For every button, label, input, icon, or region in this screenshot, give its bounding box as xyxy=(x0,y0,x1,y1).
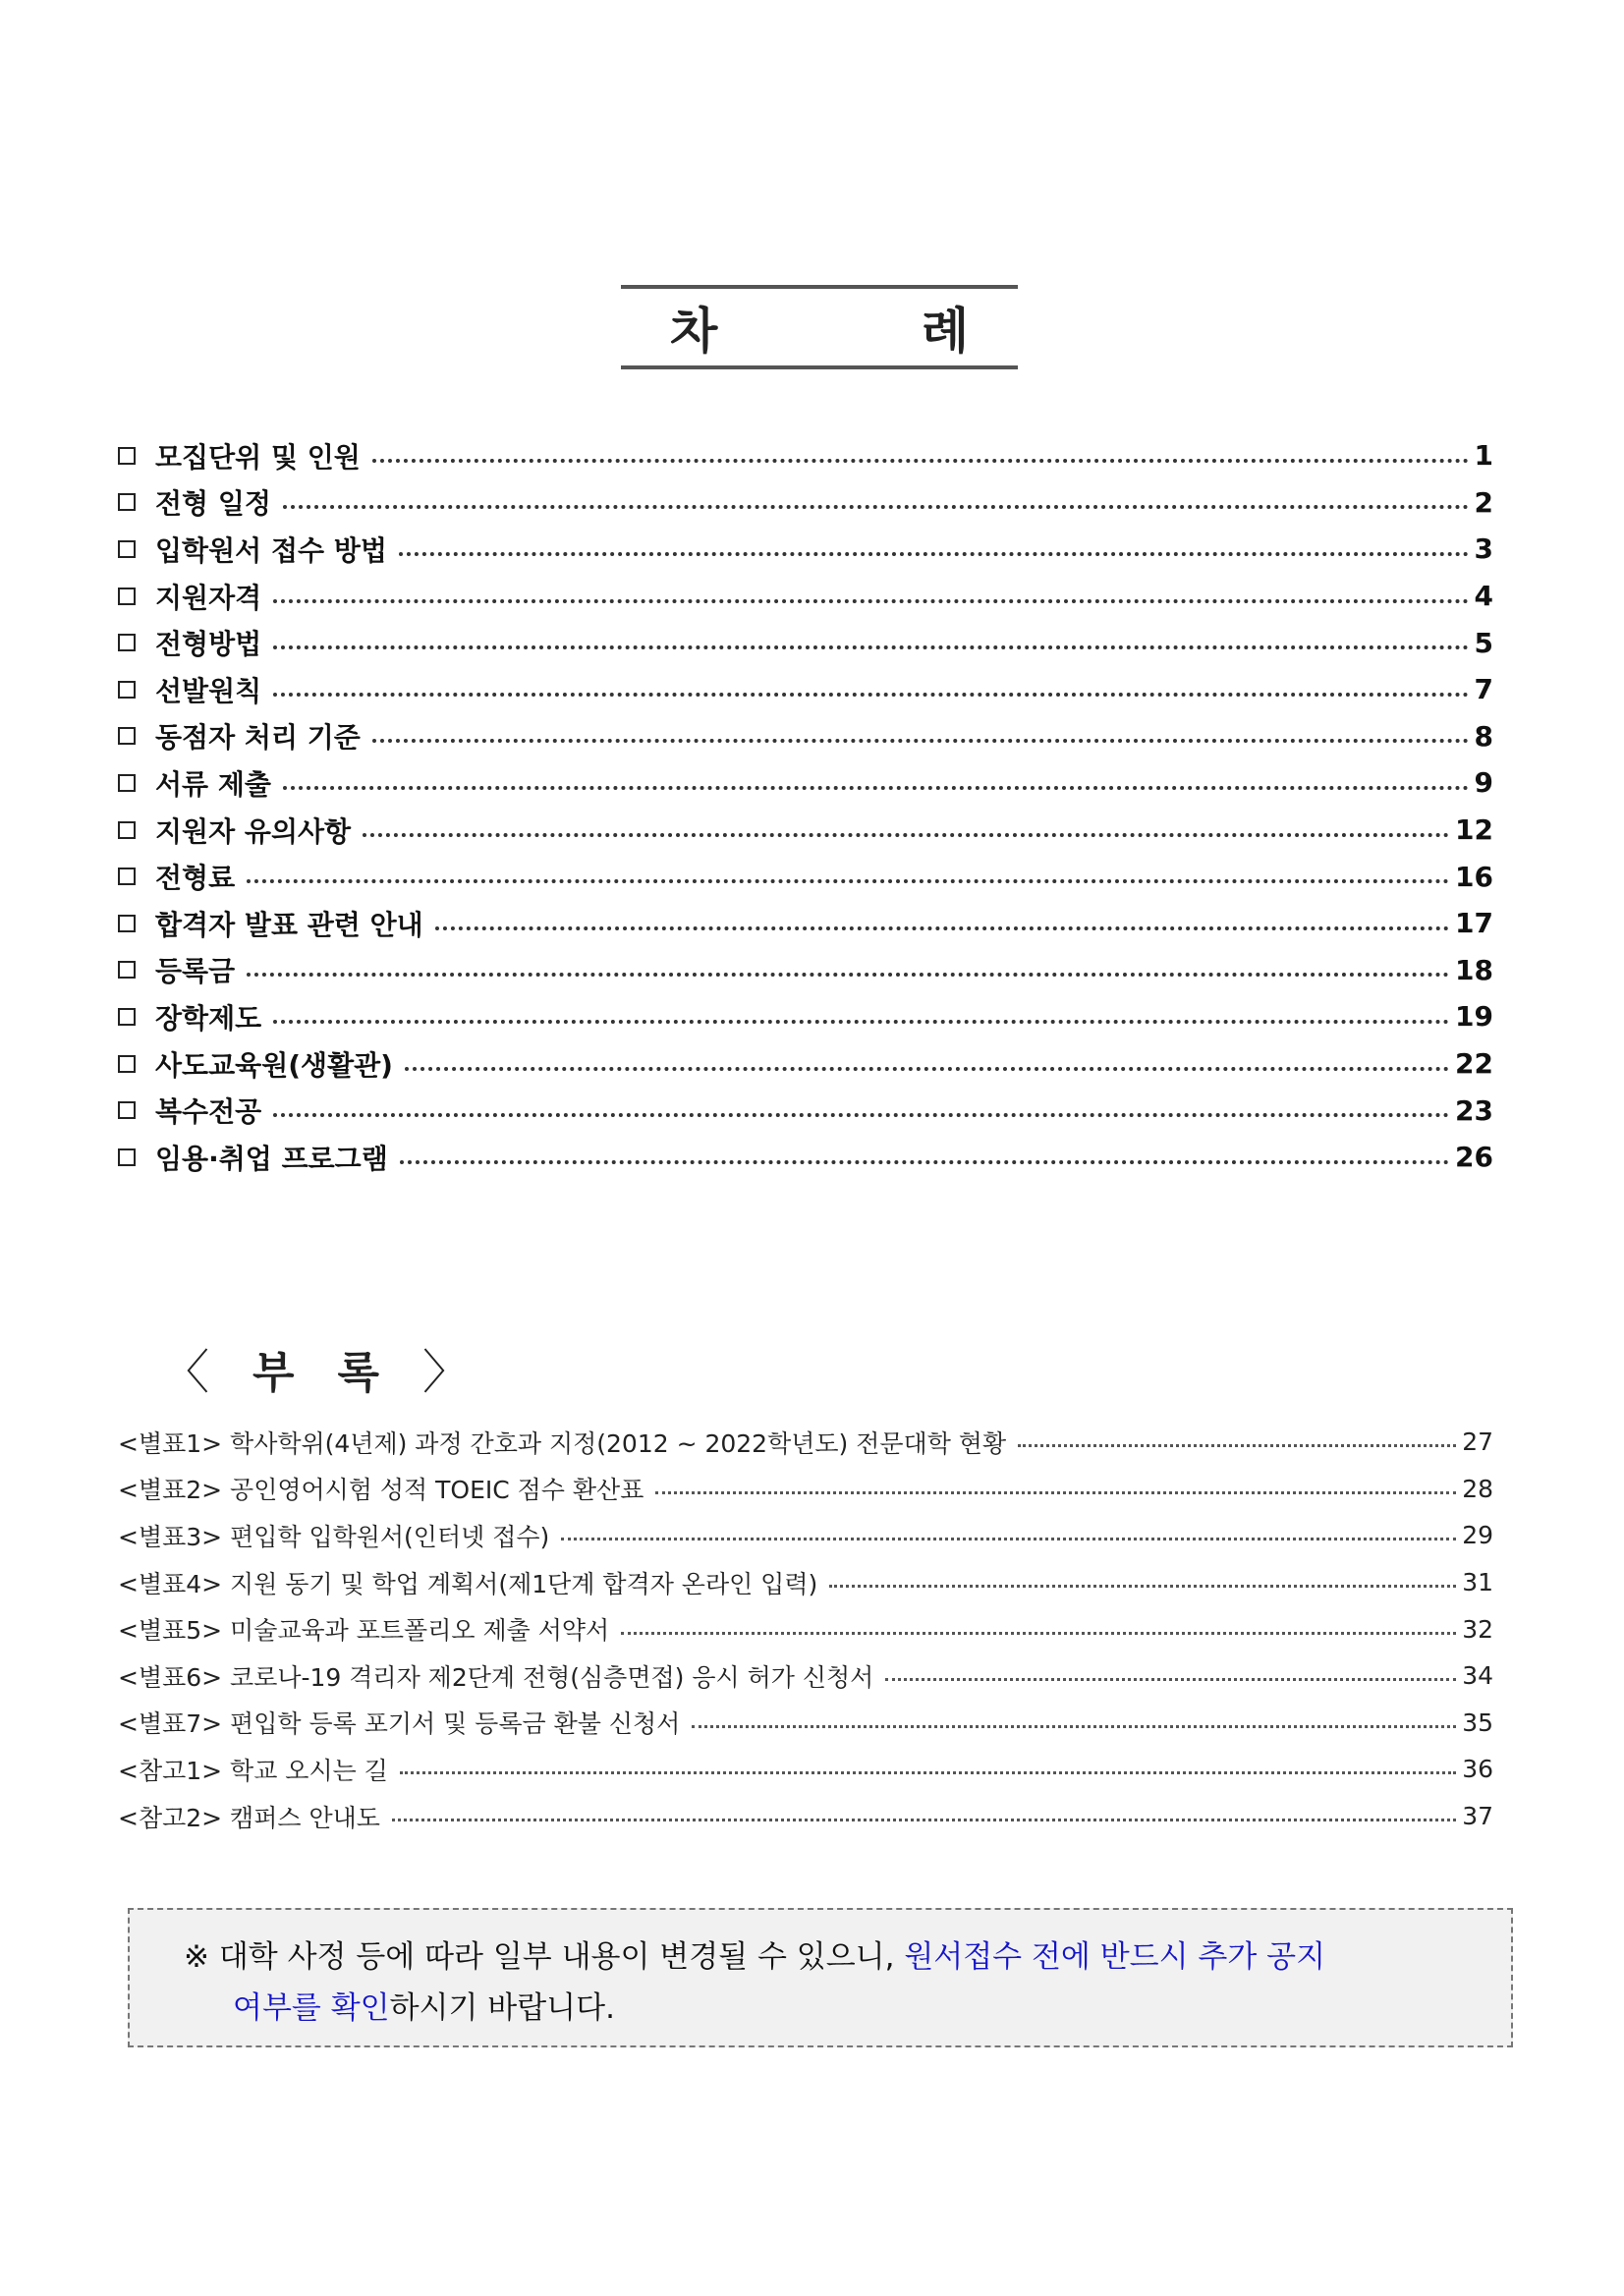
toc-item-page: 8 xyxy=(1474,719,1493,753)
appendix-item-label: <별표3> 편입학 입학원서(인터넷 접수) xyxy=(118,1522,550,1551)
leader-dots xyxy=(273,1113,1449,1117)
toc-item-page: 5 xyxy=(1474,626,1493,659)
leader-dots xyxy=(273,693,1468,697)
leader-dots xyxy=(1018,1444,1456,1447)
appendix-item[interactable] xyxy=(118,1793,1493,1840)
checkbox-icon xyxy=(118,774,136,792)
toc-item[interactable] xyxy=(118,666,1493,713)
toc-item[interactable] xyxy=(118,993,1493,1040)
toc-item[interactable] xyxy=(118,479,1493,527)
appendix-heading xyxy=(162,1334,474,1402)
notice-text: 하시기 바랍니다. xyxy=(389,1990,615,2026)
appendix-item-page: 31 xyxy=(1462,1568,1493,1597)
leader-dots xyxy=(435,926,1449,930)
appendix-item-page: 29 xyxy=(1462,1521,1493,1550)
toc-item[interactable] xyxy=(118,1134,1493,1181)
leader-dots xyxy=(405,1067,1449,1071)
checkbox-icon xyxy=(118,1148,136,1166)
toc-item-page: 18 xyxy=(1455,953,1493,986)
toc-item[interactable] xyxy=(118,900,1493,947)
checkbox-icon xyxy=(118,588,136,605)
toc-item[interactable] xyxy=(118,947,1493,994)
toc-item[interactable] xyxy=(118,1040,1493,1088)
toc-item-page: 16 xyxy=(1455,860,1493,893)
leader-dots xyxy=(247,879,1449,883)
toc-item-label: 임용·취업 프로그램 xyxy=(155,1142,388,1175)
appendix-item[interactable] xyxy=(118,1700,1493,1747)
appendix-item-page: 28 xyxy=(1462,1474,1493,1503)
toc-item-page: 3 xyxy=(1474,532,1493,566)
leader-dots xyxy=(363,833,1449,837)
appendix-item-page: 37 xyxy=(1462,1802,1493,1831)
appendix-item-label: <별표2> 공인영어시험 성적 TOEIC 점수 환산표 xyxy=(118,1476,644,1505)
checkbox-icon xyxy=(118,447,136,465)
appendix-item-page: 35 xyxy=(1462,1708,1493,1737)
appendix-item-label: <참고2> 캠퍼스 안내도 xyxy=(118,1803,380,1832)
toc-item[interactable] xyxy=(118,573,1493,620)
checkbox-icon xyxy=(118,915,136,932)
toc-item[interactable] xyxy=(118,759,1493,807)
toc-item-label: 전형 일정 xyxy=(155,487,271,521)
leader-dots xyxy=(561,1538,1456,1540)
appendix-item-label: <별표1> 학사학위(4년제) 과정 간호과 지정(2012 ~ 2022학년도) 전문대학 현황 xyxy=(118,1428,1007,1458)
appendix-item-label: <참고1> 학교 오시는 길 xyxy=(118,1756,388,1785)
leader-dots xyxy=(283,786,1469,790)
appendix-item[interactable] xyxy=(118,1512,1493,1559)
page-title xyxy=(621,285,1062,369)
appendix-item[interactable] xyxy=(118,1466,1493,1513)
toc-item-page: 19 xyxy=(1455,1000,1493,1034)
checkbox-icon xyxy=(118,493,136,511)
toc-item-page: 9 xyxy=(1474,766,1493,800)
leader-dots xyxy=(655,1491,1456,1494)
toc-item-label: 서류 제출 xyxy=(155,767,271,801)
appendix-heading-word: 부 xyxy=(252,1347,299,1398)
toc-item-label: 등록금 xyxy=(155,955,236,988)
toc-item-page: 4 xyxy=(1474,580,1493,613)
toc-item-label: 모집단위 및 인원 xyxy=(155,440,361,474)
leader-dots xyxy=(273,1020,1449,1024)
notice-line xyxy=(184,1932,1452,1983)
toc-item[interactable] xyxy=(118,432,1493,479)
toc-item-page: 26 xyxy=(1455,1141,1493,1174)
leader-dots xyxy=(372,739,1469,743)
leader-dots xyxy=(692,1725,1456,1728)
toc-item-page: 23 xyxy=(1455,1093,1493,1127)
toc-item-page: 2 xyxy=(1474,485,1493,519)
notice-line xyxy=(184,1983,1452,2034)
toc-item-page: 22 xyxy=(1455,1047,1493,1081)
toc-item-page: 1 xyxy=(1474,439,1493,473)
toc-item-label: 전형방법 xyxy=(155,628,262,661)
toc-item-label: 사도교육원(생활관) xyxy=(155,1048,393,1082)
checkbox-icon xyxy=(118,961,136,979)
appendix-item-page: 36 xyxy=(1462,1755,1493,1784)
checkbox-icon xyxy=(118,1101,136,1119)
notice-highlight: 여부를 확인 xyxy=(233,1990,390,2026)
toc-item[interactable] xyxy=(118,526,1493,573)
toc-item-label: 지원자 유의사항 xyxy=(155,814,352,848)
checkbox-icon xyxy=(118,821,136,839)
notice-text: 대학 사정 등에 따라 일부 내용이 변경될 수 있으니, xyxy=(218,1939,905,1975)
leader-dots xyxy=(392,1819,1456,1821)
appendix-item[interactable] xyxy=(118,1605,1493,1652)
checkbox-icon xyxy=(118,540,136,558)
leader-dots xyxy=(400,1160,1449,1164)
leader-dots xyxy=(621,1632,1456,1635)
toc-item-label: 지원자격 xyxy=(155,581,262,614)
appendix-item-page: 32 xyxy=(1462,1614,1493,1644)
leader-dots xyxy=(247,973,1449,977)
toc-item-label: 전형료 xyxy=(155,862,236,895)
leader-dots xyxy=(372,459,1469,463)
leader-dots xyxy=(400,1771,1456,1774)
appendix-close-bracket: 〉 xyxy=(422,1345,475,1400)
appendix-item-page: 27 xyxy=(1462,1428,1493,1457)
appendix-item[interactable] xyxy=(118,1746,1493,1793)
appendix-item[interactable] xyxy=(118,1419,1493,1466)
appendix-heading-word: 록 xyxy=(337,1347,384,1398)
leader-dots xyxy=(273,599,1468,603)
appendix-item-page: 34 xyxy=(1462,1661,1493,1691)
toc-item-label: 선발원칙 xyxy=(155,674,262,707)
leader-dots xyxy=(829,1585,1456,1588)
checkbox-icon xyxy=(118,634,136,651)
appendix-item[interactable] xyxy=(118,1559,1493,1606)
toc-item-label: 입학원서 접수 방법 xyxy=(155,533,387,567)
leader-dots xyxy=(273,645,1468,649)
table-of-contents xyxy=(118,432,1493,1181)
toc-item-label: 장학제도 xyxy=(155,1001,262,1035)
toc-item[interactable] xyxy=(118,713,1493,760)
toc-item-page: 7 xyxy=(1474,673,1493,706)
leader-dots xyxy=(885,1678,1456,1681)
toc-item-page: 12 xyxy=(1455,813,1493,847)
toc-item-label: 동점자 처리 기준 xyxy=(155,721,361,755)
page-title-text: 차 례 xyxy=(669,303,1062,360)
appendix-item[interactable] xyxy=(118,1652,1493,1700)
toc-item[interactable] xyxy=(118,1087,1493,1134)
appendix-item-label: <별표4> 지원 동기 및 학업 계획서(제1단계 합격자 온라인 입력) xyxy=(118,1569,818,1598)
toc-item[interactable] xyxy=(118,807,1493,854)
checkbox-icon xyxy=(118,1008,136,1026)
toc-item[interactable] xyxy=(118,619,1493,666)
checkbox-icon xyxy=(118,727,136,745)
toc-item-label: 복수전공 xyxy=(155,1095,262,1129)
appendix-item-label: <별표5> 미술교육과 포트폴리오 제출 서약서 xyxy=(118,1616,610,1646)
toc-item-page: 17 xyxy=(1455,907,1493,940)
checkbox-icon xyxy=(118,1055,136,1073)
leader-dots xyxy=(283,505,1469,509)
toc-item[interactable] xyxy=(118,853,1493,900)
checkbox-icon xyxy=(118,868,136,885)
appendix-item-label: <별표6> 코로나-19 격리자 제2단계 전형(심층면접) 응시 허가 신청서 xyxy=(118,1662,874,1692)
leader-dots xyxy=(399,552,1469,556)
reference-mark-icon: ※ xyxy=(184,1939,209,1975)
notice-box xyxy=(128,1908,1513,2047)
appendix-item-label: <별표7> 편입학 등록 포기서 및 등록금 환불 신청서 xyxy=(118,1709,681,1739)
notice-highlight: 원서접수 전에 반드시 추가 공지 xyxy=(904,1939,1326,1975)
appendix-list xyxy=(118,1419,1493,1839)
checkbox-icon xyxy=(118,681,136,699)
appendix-open-bracket: 〈 xyxy=(162,1345,214,1400)
toc-item-label: 합격자 발표 관련 안내 xyxy=(155,908,423,941)
